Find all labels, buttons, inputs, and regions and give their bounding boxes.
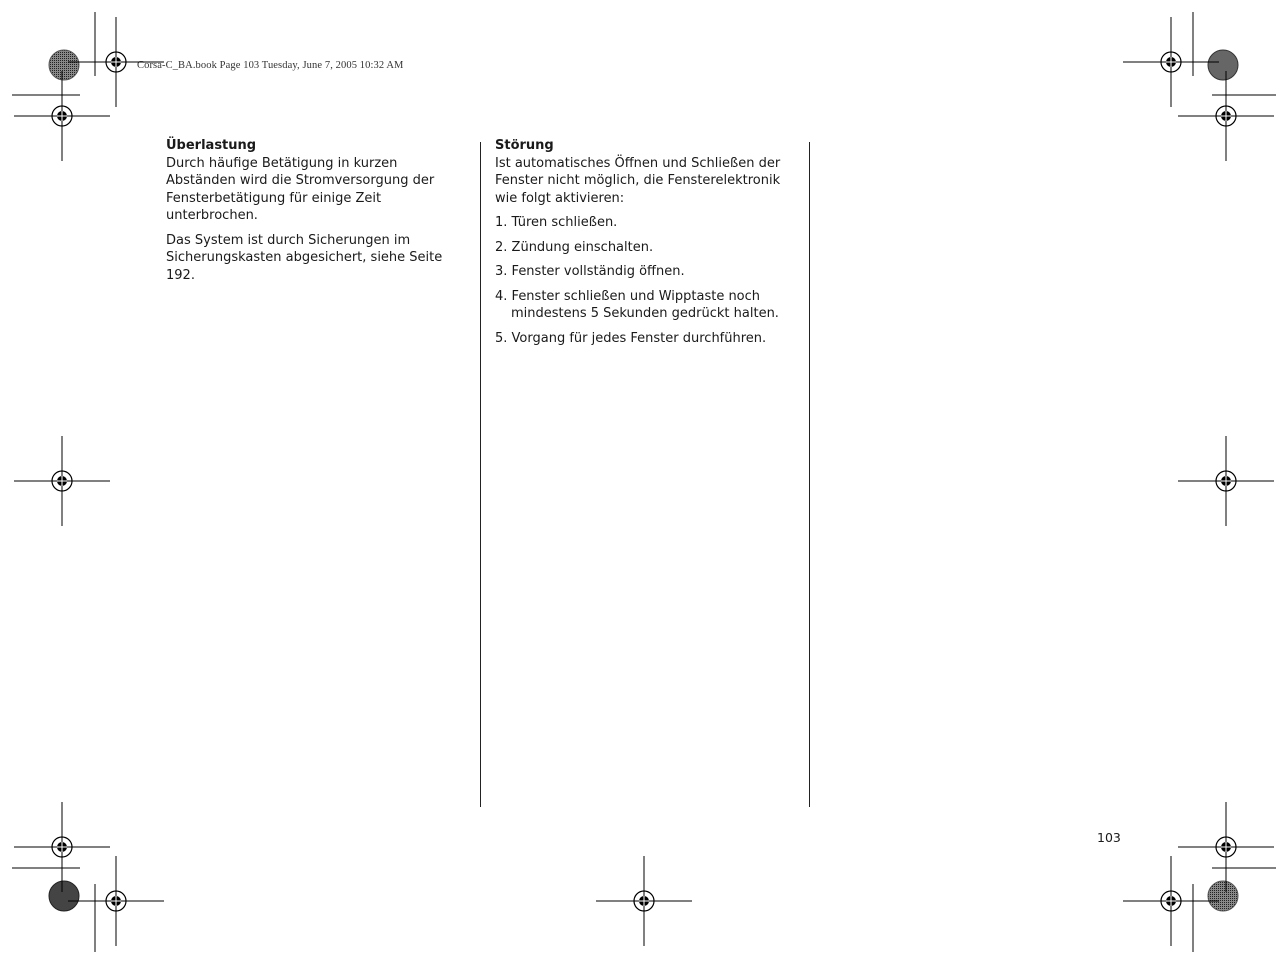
step-number: 1. <box>495 215 508 230</box>
fuse-paragraph: Das System ist durch Sicherungen im Sicherungskasten abgesichert, siehe Seite 192. <box>166 232 443 283</box>
step-number: 5. <box>495 330 508 346</box>
step-text: Fenster schließen und Wipptaste noch mindestens 5 Sekunden gedrückt halten. <box>511 288 779 321</box>
step-number: 2. <box>495 239 508 255</box>
left-column <box>166 137 471 291</box>
step-text: Fenster vollständig öffnen. <box>511 264 685 279</box>
right-column <box>495 137 800 354</box>
step-text: Vorgang für jedes Fenster durchführen. <box>511 330 767 346</box>
list-item <box>495 288 800 323</box>
column-divider-right <box>809 142 810 807</box>
page-number: 103 <box>1097 830 1121 845</box>
print-slug: Corsa-C_BA.book Page 103 Tuesday, June 7, 2005 10:32 AM <box>137 60 404 71</box>
list-item <box>495 263 800 281</box>
steps-list <box>495 214 800 347</box>
section-heading-overload: Überlastung <box>166 138 257 153</box>
list-item <box>495 214 800 232</box>
section-heading-malfunction: Störung <box>495 138 554 153</box>
list-item <box>495 239 800 257</box>
list-item <box>495 330 800 348</box>
step-number: 3. <box>495 264 508 279</box>
overload-paragraph: Durch häufige Betätigung in kurzen Abständen wird die Stromversorgung der Fensterbetätigung für einige Zeit unterbrochen. <box>166 155 435 223</box>
column-divider <box>480 142 481 807</box>
step-text: Zündung einschalten. <box>511 239 654 255</box>
step-number: 4. <box>495 288 508 304</box>
step-text: Türen schließen. <box>511 215 618 230</box>
malfunction-intro: Ist automatisches Öffnen und Schließen der Fenster nicht möglich, die Fensterelektronik wie folgt aktivieren: <box>495 155 781 206</box>
